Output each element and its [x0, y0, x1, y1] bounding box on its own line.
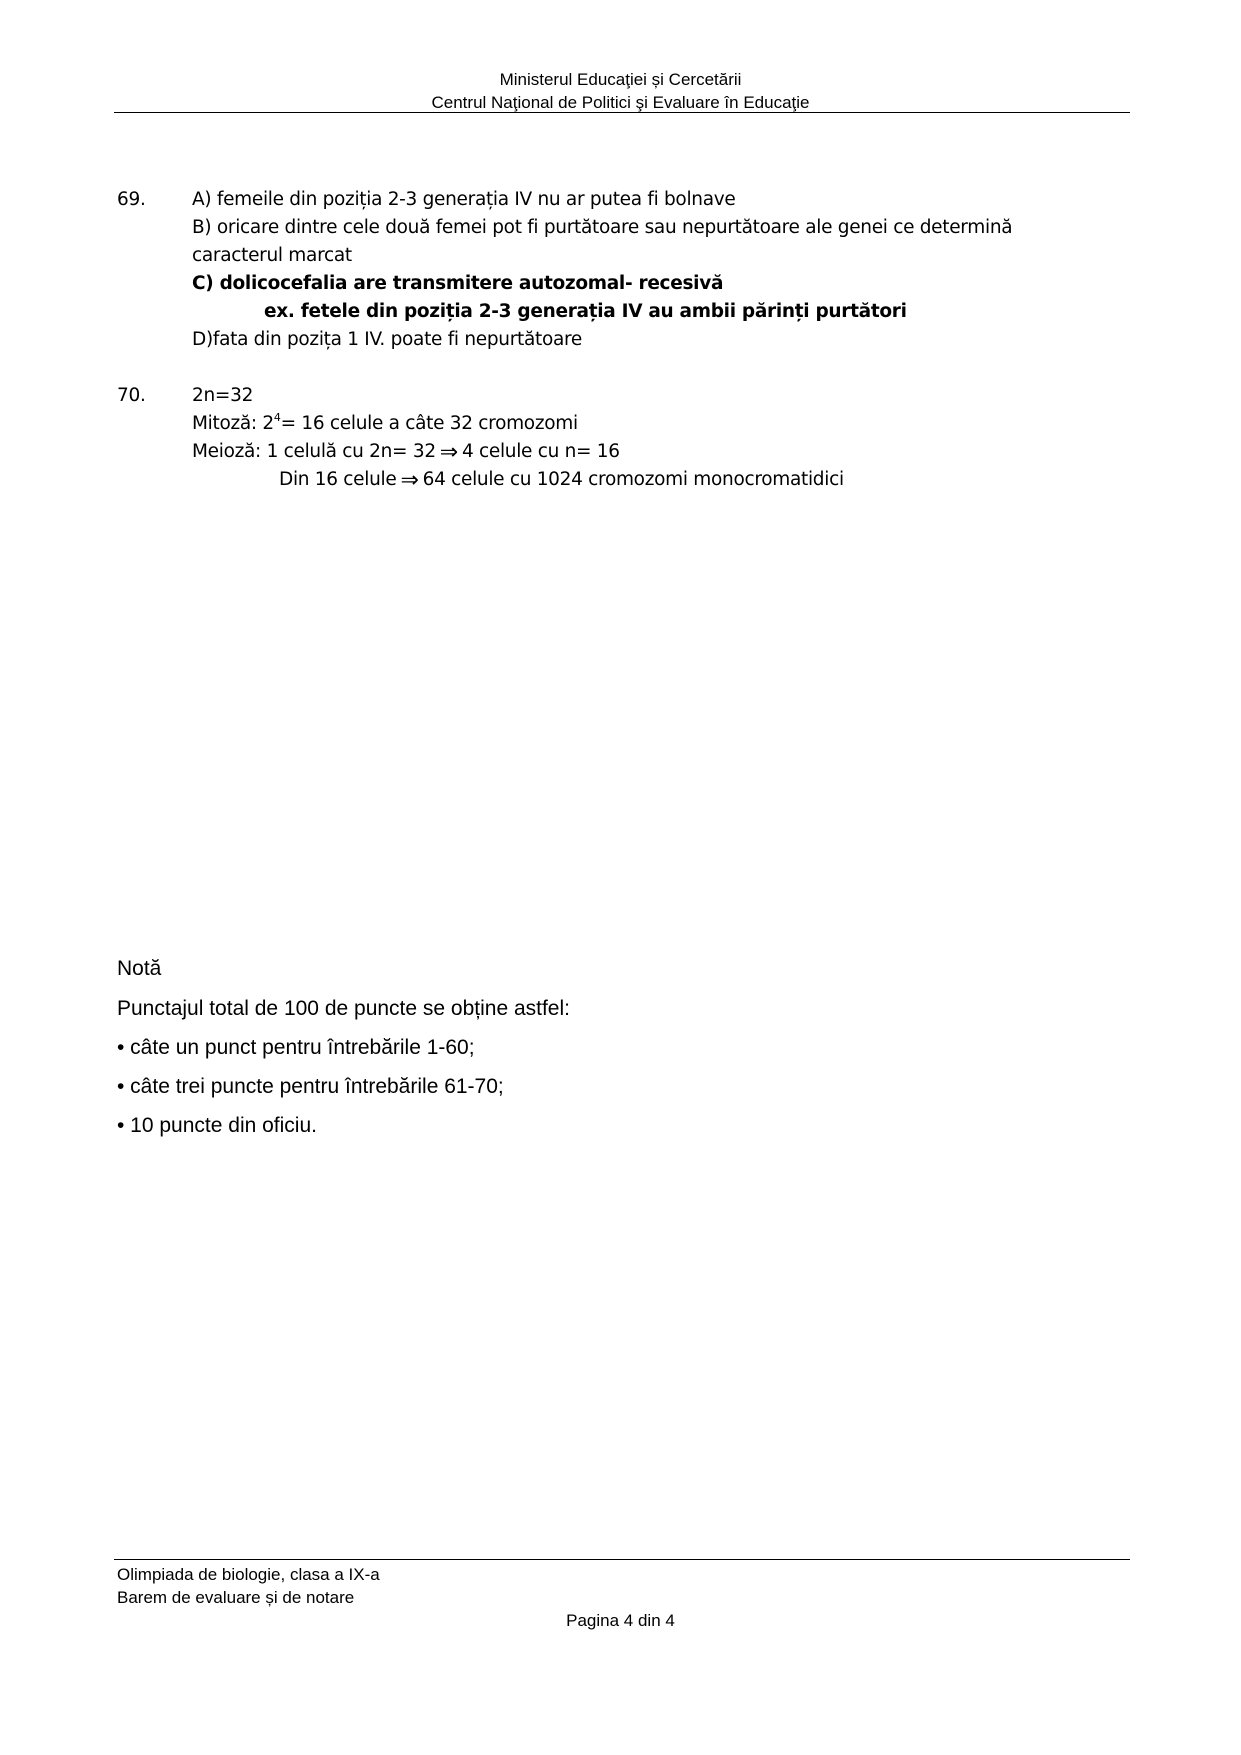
mitosis-result: = 16 celule a câte 32 cromozomi	[280, 413, 578, 434]
meiosis-result: 4 celule cu n= 16	[461, 441, 620, 462]
mitosis-line	[192, 410, 578, 438]
answer-b: B) oricare dintre cele două femei pot fi purtătoare sau nepurtătoare ale genei ce determină	[192, 217, 1013, 238]
footer-divider	[114, 1559, 1130, 1560]
header-divider	[114, 112, 1130, 113]
meiosis-line: Meioză: 1 celulă cu 2n= 32 ⇒ 4 celule cu n= 16	[192, 440, 620, 465]
header-ministry: Ministerul Educaţiei și Cercetării	[499, 70, 742, 89]
answer-c-correct: C) dolicocefalia are transmitere autozomal- recesivă	[192, 273, 724, 294]
note-item: • câte trei puncte pentru întrebările 61-70;	[117, 1075, 504, 1098]
answer-c-explanation: ex. fetele din poziția 2-3 generația IV au ambii părinți purtători	[264, 301, 907, 322]
result-value: 64 celule cu 1024 cromozomi monocromatidici	[422, 469, 844, 490]
note-item: • câte un punct pentru întrebările 1-60;	[117, 1036, 475, 1059]
header-center: Centrul Naţional de Politici şi Evaluare în Educaţie	[431, 93, 810, 112]
footer-barem: Barem de evaluare și de notare	[117, 1588, 355, 1607]
result-label: Din 16 celule	[279, 469, 397, 490]
meiosis-label: Meioză: 1 celulă cu 2n= 32	[192, 441, 436, 462]
answer-b-continued: caracterul marcat	[192, 245, 352, 266]
mitosis-exponent: 4	[273, 411, 281, 424]
answer-d: D)fata din pozița 1 IV. poate fi nepurtătoare	[192, 329, 583, 350]
chromosome-number: 2n=32	[192, 385, 254, 406]
note-title: Notă	[117, 957, 162, 980]
footer-olympiad: Olimpiada de biologie, clasa a IX-a	[117, 1565, 380, 1584]
question-number: 69.	[117, 189, 146, 210]
mitosis-label: Mitoză: 2	[192, 413, 274, 434]
page-number: Pagina 4 din 4	[566, 1611, 675, 1630]
note-intro: Punctajul total de 100 de puncte se obține astfel:	[117, 997, 570, 1020]
note-item: • 10 puncte din oficiu.	[117, 1114, 317, 1137]
answer-a: A) femeile din poziția 2-3 generația IV nu ar putea fi bolnave	[192, 189, 736, 210]
result-line: Din 16 celule ⇒ 64 celule cu 1024 cromozomi monocromatidici	[279, 468, 844, 493]
question-number: 70.	[117, 385, 146, 406]
